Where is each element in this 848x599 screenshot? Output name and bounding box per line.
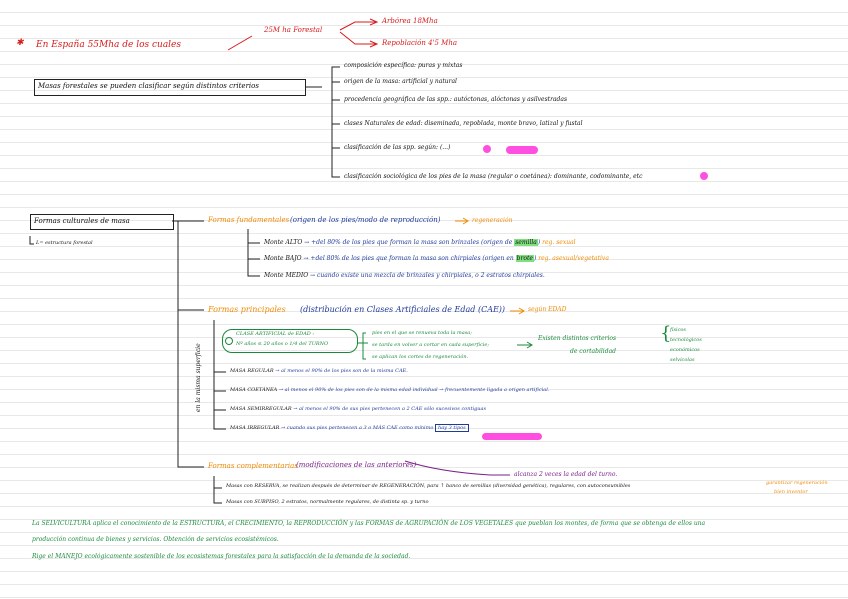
fund-item-tail: ) — [533, 255, 537, 262]
cae-def: Nº años ≤ 20 años o 1/4 del TURNO — [236, 341, 329, 347]
arborea-text: Arbórea 18Mha — [382, 17, 438, 25]
compl-item: Masas con SUBPISO, 2 estratos, normalmente regulares, de distinta sp. y turno — [226, 499, 429, 505]
masa-text: → cuando sus pies pertenecen a 3 o MÁS CAE como mínimo — [281, 425, 434, 431]
cae-title: CLASE ARTIFICIAL de EDAD : — [236, 331, 315, 337]
formas-sub: L= estructura forestal — [36, 240, 93, 246]
masa-lead: MASA IRREGULAR — [230, 425, 280, 431]
princ-desc: (distribución en Clases Artificiales de Edad (CAE)) — [300, 305, 506, 314]
fund-item-text: → +del 80% de los pies que forman la masa son brinzales (origen de — [304, 239, 513, 246]
criterio-item: económicos — [670, 347, 700, 353]
masas-title: Masas forestales se pueden clasificar según distintos criterios — [38, 82, 259, 90]
pies-line: se aplican los cortes de regeneración. — [372, 354, 469, 360]
forest-text: 25M ha Forestal — [264, 26, 323, 34]
criterio-item: selvícolas — [670, 357, 695, 363]
fund-item-note: reg. asexual/vegetativa — [538, 255, 609, 262]
compl-label: Formas complementarias — [208, 462, 298, 470]
highlight-dot — [700, 172, 708, 180]
fund-item-tail: ) — [537, 239, 541, 246]
masa-text: → al menos el 90% de los pies son de la misma edad individual → frecuentemente ligada a origen artificial. — [278, 387, 550, 393]
footer-line: producción continua de bienes y servicios. Obtención de servicios ecosistémicos. — [32, 536, 279, 543]
fund-arrow-text: regeneración — [472, 217, 513, 224]
pies-line: pies en el que se renueva toda la masa; — [372, 330, 472, 336]
masas-item: clasificación sociológica de los pies de la masa (regular o coetánea): dominante, codominante, etc — [344, 173, 643, 180]
masas-item: clasificación de las spp. según: (...) — [344, 144, 451, 151]
highlight-dot — [483, 145, 491, 153]
masa-lead: MASA COETÁNEA — [230, 387, 278, 393]
princ-label: Formas principales — [208, 305, 286, 314]
vertical-label: en la misma superficie — [195, 343, 202, 412]
princ-arrow-text: según EDAD — [528, 306, 567, 313]
masa-text: → al menos el 90% de los pies son de la misma CAE. — [275, 368, 408, 374]
fund-item-note: reg. sexual — [542, 239, 576, 246]
masa-row — [230, 369, 408, 374]
masa-lead: MASA REGULAR — [230, 368, 274, 374]
pies-line: se tarda en volver a cortar en cada superficie; — [372, 342, 490, 348]
masas-item: origen de la masa: artificial y natural — [344, 78, 457, 85]
tipos-box: hay 3 tipos — [435, 424, 469, 432]
existen-line: Existen distintos criterios — [538, 335, 617, 342]
highlight-mark — [482, 433, 542, 440]
spain-text: En España 55Mha de los cuales — [36, 40, 182, 50]
criterio-item: físicos — [670, 327, 686, 333]
highlight-mark — [506, 146, 538, 154]
masa-row — [230, 407, 486, 412]
fund-item-lead: Monte ALTO — [264, 239, 303, 246]
compl-desc: (modificaciones de las anteriores) — [296, 461, 417, 469]
criterio-item: tecnológicos — [670, 337, 702, 343]
footer-line: Rige el MANEJO ecológicamente sostenible de los ecosistemas forestales para la satisfacción de la demanda de la sociedad. — [32, 553, 411, 560]
fund-label: Formas fundamentales — [208, 216, 290, 224]
compl-right: alcanza 2 veces la edad del turno. — [514, 471, 618, 478]
compl-item: Masas con RESERVA, se realizan después de determinar de REGENERACIÓN, para ↑ banco de semillas (diversidad genética), regulares, con autoconsumibles — [226, 483, 631, 489]
masa-row — [230, 388, 549, 393]
repoblacion-text: Repoblación 4'5 Mha — [382, 39, 458, 47]
circle-bullet-icon — [225, 337, 233, 345]
masas-item: clases Naturales de edad: diseminada, repoblada, monte bravo, latizal y fustal — [344, 120, 583, 127]
fund-item-text: → cuando existe una mezcla de brinzales y chirpiales, o 2 estratos chirpiales. — [310, 272, 545, 279]
masa-text: → al menos el 90% de sus pies pertenecen a 2 CAE sólo sucesivos contiguas — [293, 406, 487, 412]
fund-item — [264, 273, 545, 279]
fund-item-text: → +del 80% de los pies que forman la masa son chirpiales (origen en — [303, 255, 514, 262]
fund-item-highlight: semilla — [515, 239, 537, 246]
fund-desc: (origen de los pies/modo de reproducción) — [290, 216, 441, 224]
fund-item-lead: Monte MEDIO — [264, 272, 309, 279]
garantia-line: garantizar regeneración — [766, 480, 828, 486]
masa-row — [230, 426, 469, 431]
formas-title: Formas culturales de masa — [34, 217, 130, 225]
fund-item — [264, 256, 609, 262]
fund-item — [264, 240, 576, 246]
fund-item-highlight: brote — [516, 255, 533, 262]
existen-line: de cortabilidad — [570, 348, 616, 355]
masa-lead: MASA SEMIRREGULAR — [230, 406, 292, 412]
brace-icon: { — [660, 323, 672, 344]
masas-item: composición específica: puras y mixtas — [344, 62, 463, 69]
star-mark: ✱ — [16, 38, 24, 48]
garantia-line: bien inventor — [774, 489, 808, 495]
fund-item-lead: Monte BAJO — [264, 255, 302, 262]
footer-line: La SELVICULTURA aplica el conocimiento de la ESTRUCTURA, el CRECIMIENTO, la REPRODUCCIÓN y las FORMAS de AGRUPACIÓN de LOS VEGETALES que pueblan los montes, de forma que se obtenga de ellos una — [32, 520, 706, 527]
masas-item: procedencia geográfica de las spp.: autóctonas, alóctonas y asilvestradas — [344, 96, 568, 103]
